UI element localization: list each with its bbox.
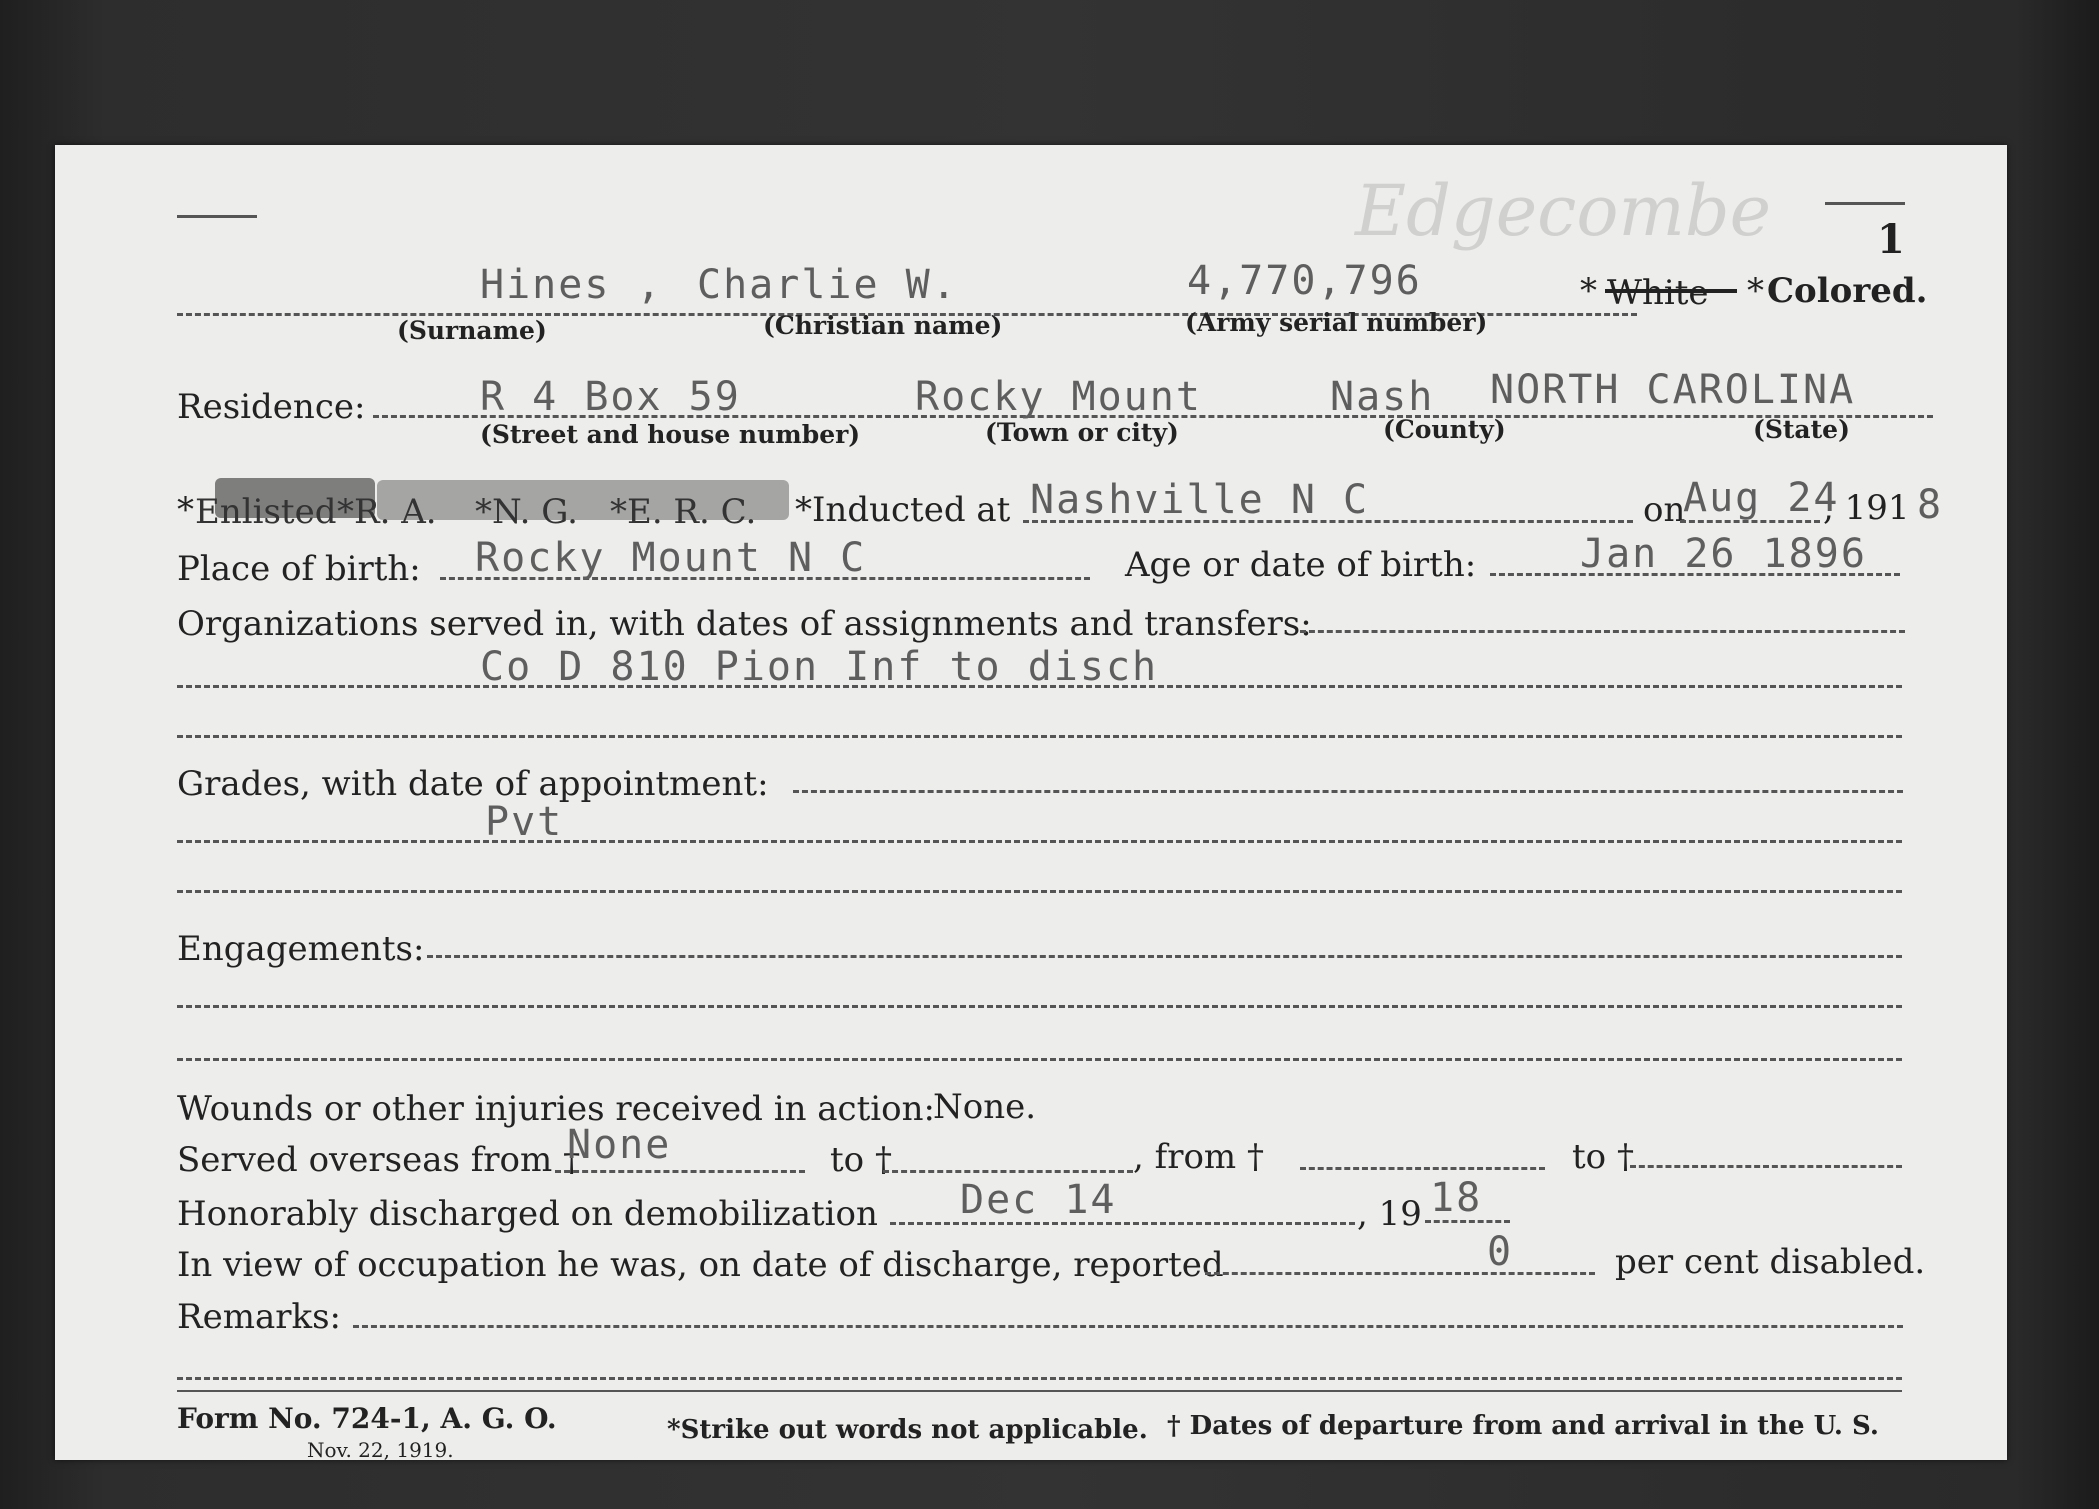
- birthplace-label: Place of birth:: [177, 549, 421, 589]
- grades-label: Grades, with date of appointment:: [177, 764, 769, 804]
- serial-number-entry: 4,770,796: [1187, 258, 1422, 304]
- footer-rule: [177, 1390, 1902, 1392]
- organization-entry: Co D 810 Pion Inf to disch: [480, 644, 1159, 690]
- top-right-rule: [1825, 202, 1905, 205]
- organizations-label: Organizations served in, with dates of assignments and transfers:: [177, 604, 1312, 644]
- wounds-value: None.: [933, 1087, 1037, 1127]
- discharged-year-prefix: , 19: [1357, 1194, 1422, 1234]
- on-label: on: [1643, 490, 1686, 530]
- service-ng: *N. G.: [475, 492, 578, 532]
- organizations-line-0: [1300, 630, 1905, 633]
- residence-label: Residence:: [177, 387, 366, 427]
- overseas-from-entry: None: [567, 1122, 672, 1168]
- footnote-strike-out: *Strike out words not applicable.: [667, 1415, 1148, 1445]
- remarks-line-2: [177, 1377, 1902, 1380]
- organizations-line-2: [177, 735, 1902, 738]
- age-label: Age or date of birth:: [1125, 545, 1477, 585]
- discharged-date-entry: Dec 14: [960, 1177, 1117, 1223]
- engagements-label: Engagements:: [177, 929, 425, 969]
- overseas-from-label: , from †: [1133, 1137, 1264, 1177]
- race-star-white: *: [1580, 271, 1597, 311]
- overseas-label: Served overseas from †: [177, 1140, 581, 1180]
- top-left-rule: [177, 215, 257, 218]
- town-entry: Rocky Mount: [915, 374, 1202, 420]
- race-colored: Colored.: [1767, 271, 1928, 311]
- surname-entry: Hines ,: [480, 262, 663, 308]
- overseas-to-line-2: [1630, 1165, 1902, 1168]
- overseas-to-line-1: [883, 1170, 1133, 1173]
- inducted-label: *Inducted at: [795, 490, 1011, 530]
- white-strikethrough: [1605, 289, 1737, 293]
- discharged-year-entry: 18: [1430, 1175, 1483, 1221]
- overseas-to-label-1: to †: [830, 1140, 892, 1180]
- remarks-line-1: [353, 1325, 1903, 1328]
- wounds-label: Wounds or other injuries received in action:: [177, 1089, 935, 1129]
- street-caption: (Street and house number): [480, 420, 861, 449]
- grade-entry: Pvt: [485, 799, 564, 845]
- form-number: Form No. 724-1, A. G. O.: [177, 1402, 557, 1435]
- service-ra: *R. A.: [337, 492, 437, 532]
- engagements-line-0: [427, 955, 1902, 958]
- christian-name-caption: (Christian name): [763, 311, 1003, 340]
- inducted-year-entry: 8: [1917, 482, 1944, 528]
- inducted-at-entry: Nashville N C: [1030, 477, 1370, 523]
- remarks-label: Remarks:: [177, 1297, 341, 1337]
- state-caption: (State): [1753, 415, 1850, 444]
- inducted-date-entry: Aug 24: [1683, 475, 1840, 521]
- overseas-to-label-2: to †: [1572, 1137, 1634, 1177]
- year-prefix-label: , 191: [1823, 488, 1910, 528]
- street-entry: R 4 Box 59: [480, 374, 741, 420]
- bleed-through-handwriting: Edgecombe: [1355, 170, 1772, 252]
- engagements-line-1: [177, 1005, 1902, 1008]
- card-number: 1: [1877, 216, 1905, 263]
- disability-line: [1205, 1272, 1595, 1275]
- engagements-line-2: [177, 1058, 1902, 1061]
- county-entry: Nash: [1330, 374, 1435, 420]
- grades-line-1: [177, 840, 1902, 843]
- disability-entry: 0: [1487, 1229, 1514, 1275]
- race-white: White: [1607, 273, 1709, 313]
- town-caption: (Town or city): [985, 418, 1179, 447]
- grades-line-2: [177, 890, 1902, 893]
- county-caption: (County): [1383, 415, 1506, 444]
- birthdate-entry: Jan 26 1896: [1580, 531, 1867, 577]
- grades-line-0: [793, 790, 1903, 793]
- disability-suffix: per cent disabled.: [1615, 1242, 1926, 1282]
- service-enlisted: Enlisted: [195, 492, 337, 532]
- service-erc: *E. R. C.: [610, 492, 757, 532]
- serial-caption: (Army serial number): [1185, 308, 1488, 337]
- surname-caption: (Surname): [397, 316, 547, 345]
- discharged-label: Honorably discharged on demobilization: [177, 1194, 878, 1234]
- state-entry: NORTH CAROLINA: [1490, 367, 1856, 413]
- overseas-from-line: [555, 1170, 805, 1173]
- birthplace-entry: Rocky Mount N C: [475, 535, 867, 581]
- overseas-from-line-2: [1300, 1167, 1545, 1170]
- footnote-dates: † Dates of departure from and arrival in the U. S.: [1167, 1411, 1879, 1441]
- disability-label: In view of occupation he was, on date of discharge, reported: [177, 1245, 1224, 1285]
- service-star: *: [177, 490, 194, 530]
- service-record-card: [55, 145, 2007, 1460]
- form-date: Nov. 22, 1919.: [307, 1438, 454, 1462]
- race-star-colored: *: [1747, 271, 1764, 311]
- christian-name-entry: Charlie W.: [697, 262, 958, 308]
